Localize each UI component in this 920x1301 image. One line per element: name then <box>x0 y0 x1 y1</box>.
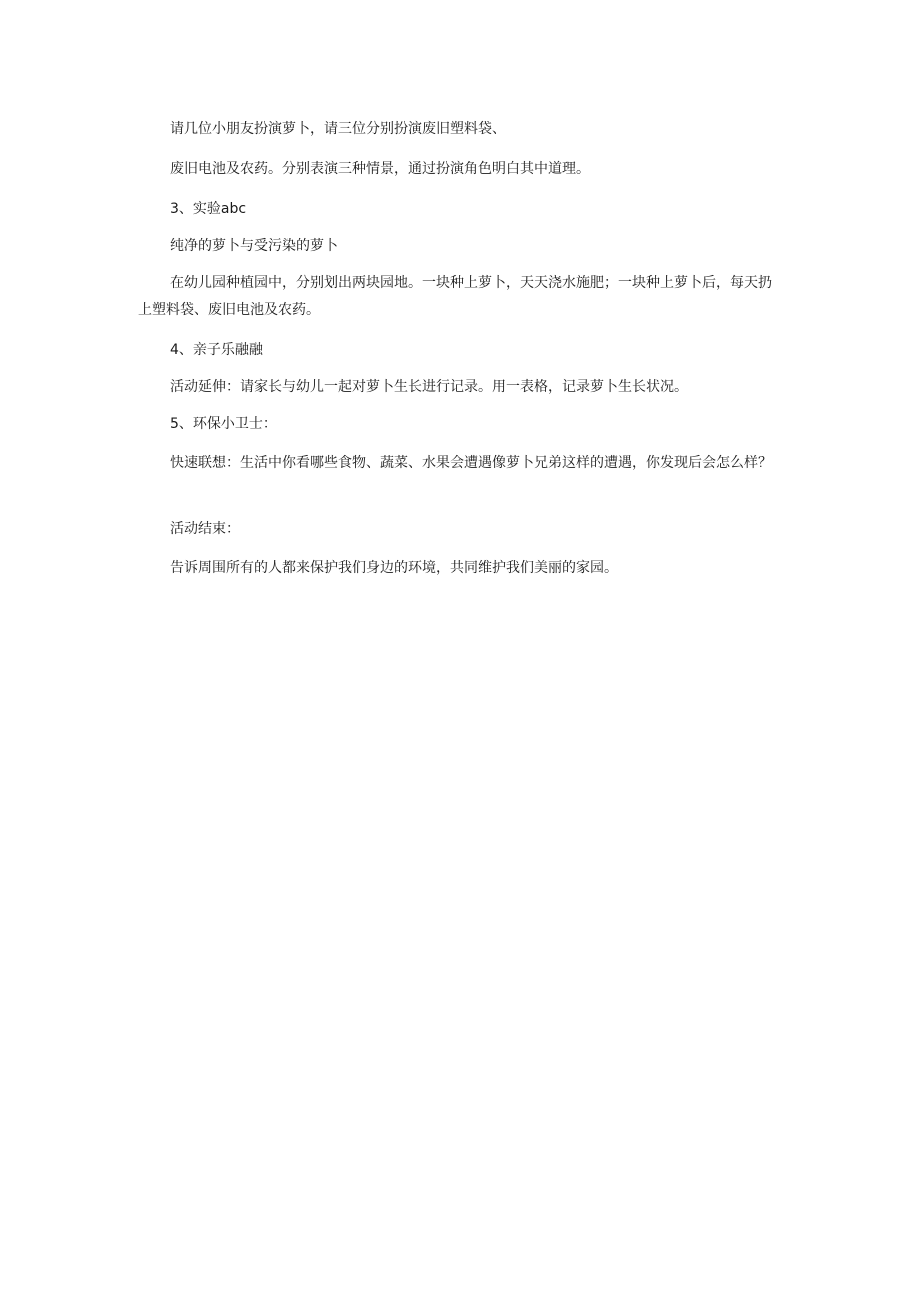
subheading-radish-comparison: 纯净的萝卜与受污染的萝卜 <box>170 238 338 254</box>
heading-experiment: 3、实验abc <box>170 201 247 217</box>
paragraph-role-play-detail: 废旧电池及农药。分别表演三种情景，通过扮演角色明白其中道理。 <box>170 161 590 177</box>
heading-eco-guard: 5、环保小卫士： <box>170 416 277 432</box>
paragraph-closing: 告诉周围所有的人都来保护我们身边的环境，共同维护我们美丽的家园。 <box>170 560 618 576</box>
paragraph-role-play-intro: 请几位小朋友扮演萝卜，请三位分别扮演废旧塑料袋、 <box>170 121 506 137</box>
paragraph-quick-association: 快速联想：生活中你看哪些食物、蔬菜、水果会遭遇像萝卜兄弟这样的遭遇，你发现后会怎么样？ <box>170 455 772 471</box>
paragraph-activity-extension: 活动延伸：请家长与幼儿一起对萝卜生长进行记录。用一表格，记录萝卜生长状况。 <box>170 379 688 395</box>
heading-activity-end: 活动结束： <box>170 521 240 537</box>
heading-parent-child: 4、亲子乐融融 <box>170 342 263 358</box>
paragraph-experiment-detail: 在幼儿园种植园中，分别划出两块园地。一块种上萝卜，天天浇水施肥；一块种上萝卜后，每天扔上塑料袋、废旧电池及农药。 <box>138 275 772 318</box>
